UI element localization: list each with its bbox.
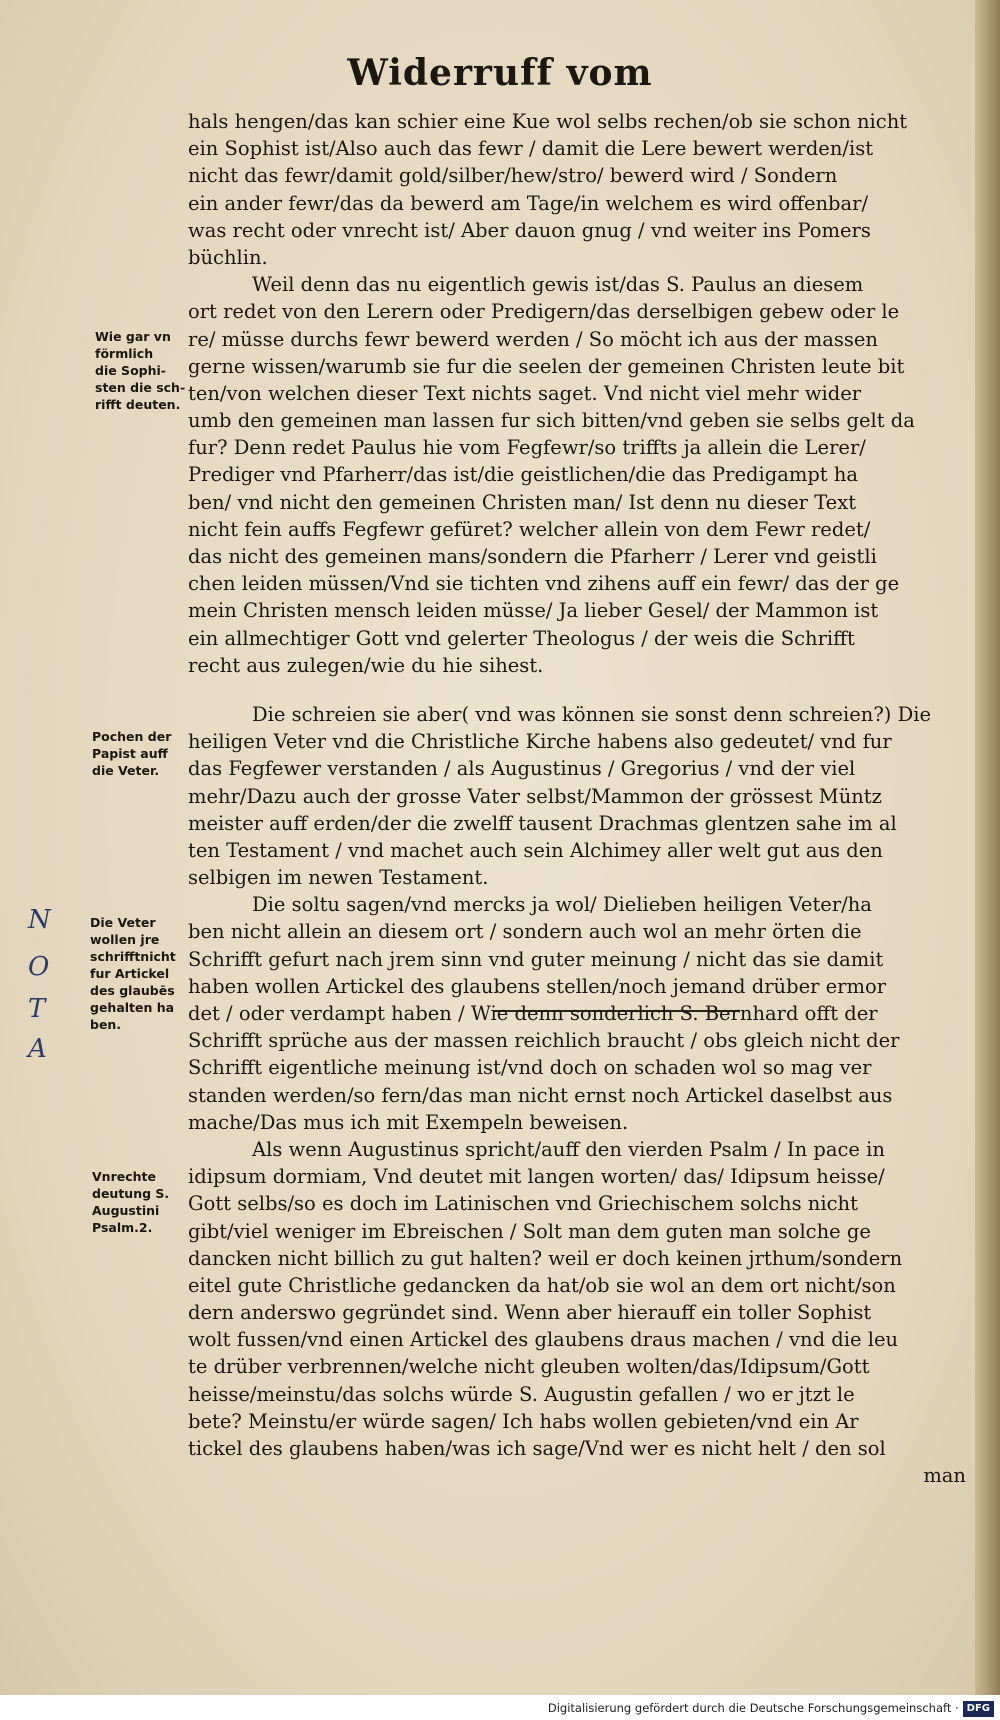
- dfg-logo: DFG: [963, 1701, 994, 1717]
- text-line: wolt fussen/vnd einen Artickel des glaubens draus machen / vnd die leu: [188, 1328, 899, 1352]
- running-head: Widerruff vom: [347, 52, 653, 94]
- text-line: ben nicht allein an diesem ort / sondern auch wol an mehr örten die: [188, 920, 862, 944]
- body-text: [188, 108, 966, 1489]
- digitization-footer: [0, 1697, 1000, 1720]
- page-edge: [975, 0, 1000, 1695]
- text-line: das Fegfewer verstanden / als Augustinus / Gregorius / vnd der viel: [188, 757, 856, 781]
- nota-letter: A: [28, 1034, 47, 1064]
- marginal-note: Vnrechte deutung S. Augustini Psalm.2.: [92, 1169, 170, 1235]
- text-line: Die soltu sagen/vnd mercks ja wol/ Dielieben heiligen Veter/ha: [252, 893, 872, 917]
- nota-letter: O: [28, 952, 50, 982]
- text-line: Schrifft sprüche aus der massen reichlich braucht / obs gleich nicht der: [188, 1029, 900, 1053]
- nota-letter: T: [28, 994, 46, 1024]
- text-line: haben wollen Artickel des glaubens stellen/noch jemand drüber ermor: [188, 974, 887, 998]
- text-line: Gott selbs/so es doch im Latinischen vnd Griechischem solchs nicht: [188, 1192, 858, 1216]
- text-line: heisse/meinstu/das solchs würde S. Augustin gefallen / wo er jtzt le: [188, 1382, 855, 1406]
- text-line: ein Sophist ist/Also auch das fewr / damit die Lere bewert werden/ist: [188, 137, 874, 161]
- text-line: tickel des glaubens haben/was ich sage/Vnd wer es nicht helt / den sol: [188, 1437, 886, 1460]
- text-line: Weil denn das nu eigentlich gewis ist/das S. Paulus an diesem: [252, 273, 864, 297]
- text-line: chen leiden müssen/Vnd sie tichten vnd zihens auff ein fewr/ das der ge: [188, 572, 900, 596]
- text-line: eitel gute Christliche gedancken da hat/ob sie wol an dem ort nicht/son: [188, 1273, 896, 1297]
- text-line: büchlin.: [188, 245, 268, 269]
- text-line: Prediger vnd Pfarherr/das ist/die geistlichen/die das Predigampt ha: [188, 463, 859, 487]
- text-line: das nicht des gemeinen mans/sondern die Pfarherr / Lerer vnd geistli: [188, 545, 877, 568]
- text-line: mache/Das mus ich mit Exempeln beweisen.: [188, 1110, 629, 1134]
- text-line: Schrifft eigentliche meinung ist/vnd doch on schaden wol so mag ver: [188, 1056, 872, 1080]
- text-line: gibt/viel weniger im Ebreischen / Solt man dem guten man solche ge: [188, 1219, 871, 1243]
- text-line: hals hengen/das kan schier eine Kue wol selbs rechen/ob sie schon nicht: [188, 110, 908, 133]
- text-line: standen werden/so fern/das man nicht ernst noch Artickel daselbst aus: [188, 1083, 893, 1107]
- text-line: was recht oder vnrecht ist/ Aber dauon gnug / vnd weiter ins Pomers: [188, 218, 871, 242]
- text-line: Als wenn Augustinus spricht/auff den vierden Psalm / In pace in: [252, 1137, 885, 1161]
- nota-letter: N: [28, 905, 51, 935]
- text-line: idipsum dormiam, Vnd deutet mit langen worten/ das/ Idipsum heisse/: [188, 1165, 885, 1189]
- text-line: ben/ vnd nicht den gemeinen Christen man/ Ist denn nu dieser Text: [188, 490, 857, 514]
- text-line: selbigen im newen Testament.: [188, 866, 489, 890]
- text-line: bete? Meinstu/er würde sagen/ Ich habs wollen gebieten/vnd ein Ar: [188, 1409, 859, 1433]
- text-line: dern anderswo gegründet sind. Wenn aber hierauff ein toller Sophist: [188, 1301, 872, 1325]
- text-line: mehr/Dazu auch der grosse Vater selbst/Mammon der grössest Müntz: [188, 784, 882, 808]
- text-line: gerne wissen/warumb sie fur die seelen der gemeinen Christen leute bit: [188, 354, 905, 378]
- text-line: recht aus zulegen/wie du hie sihest.: [188, 653, 544, 677]
- marginal-note: Wie gar vn förmlich die Sophi- sten die sch- rifft deuten.: [95, 329, 186, 412]
- text-line: ten Testament / vnd machet auch sein Alchimey aller welt gut aus den: [188, 838, 883, 862]
- footer-credit: Digitalisierung gefördert durch die Deutsche Forschungsgemeinschaft ·: [547, 1701, 959, 1715]
- text-line: nicht fein auffs Fegfewr gefüret? welcher allein von dem Fewr redet/: [188, 517, 871, 541]
- text-line: re/ müsse durchs fewr bewerd werden / So möcht ich aus der massen: [188, 327, 878, 351]
- text-line: heiligen Veter vnd die Christliche Kirche habens also gedeutet/ vnd fur: [188, 730, 892, 754]
- text-line: Die schreien sie aber( vnd was können sie sonst denn schreien?) Die: [252, 702, 932, 726]
- marginal-note: Pochen der Papist auff die Veter.: [92, 729, 172, 778]
- text-line: Schrifft gefurt nach jrem sinn vnd guter meinung / nicht das sie damit: [188, 947, 884, 971]
- marginal-note: Die Veter wollen jre schrifftnicht fur Artickel des glaubēs gehalten ha ben.: [90, 915, 176, 1032]
- text-line: ort redet von den Lerern oder Predigern/das derselbigen gebew oder le: [188, 300, 900, 324]
- text-line: meister auff erden/der die zwelff tausent Drachmas glentzen sahe im al: [188, 811, 897, 835]
- text-line: ten/von welchen dieser Text nichts saget. Vnd nicht viel mehr wider: [188, 381, 862, 405]
- text-line: te drüber verbrennen/welche nicht gleuben wolten/das/Idipsum/Gott: [188, 1355, 870, 1379]
- catchword: man: [923, 1464, 966, 1488]
- text-line: ein ander fewr/das da bewerd am Tage/in welchem es wird offenbar/: [188, 191, 869, 215]
- text-line: nicht das fewr/damit gold/silber/hew/stro/ bewerd wird / Sondern: [188, 164, 838, 188]
- text-line: fur? Denn redet Paulus hie vom Fegfewr/so triffts ja allein die Lerer/: [188, 436, 866, 460]
- text-line: det / oder verdampt haben / Wie denn sonderlich S. Bernhard offt der: [188, 1002, 878, 1025]
- text-line: ein allmechtiger Gott vnd gelerter Theologus / der weis die Schrifft: [188, 626, 855, 650]
- text-line: umb den gemeinen man lassen fur sich bitten/vnd geben sie selbs gelt da: [188, 409, 915, 433]
- text-line: dancken nicht billich zu gut halten? weil er doch keinen jrthum/sondern: [188, 1246, 903, 1270]
- text-line: mein Christen mensch leiden müsse/ Ja lieber Gesel/ der Mammon ist: [188, 599, 879, 623]
